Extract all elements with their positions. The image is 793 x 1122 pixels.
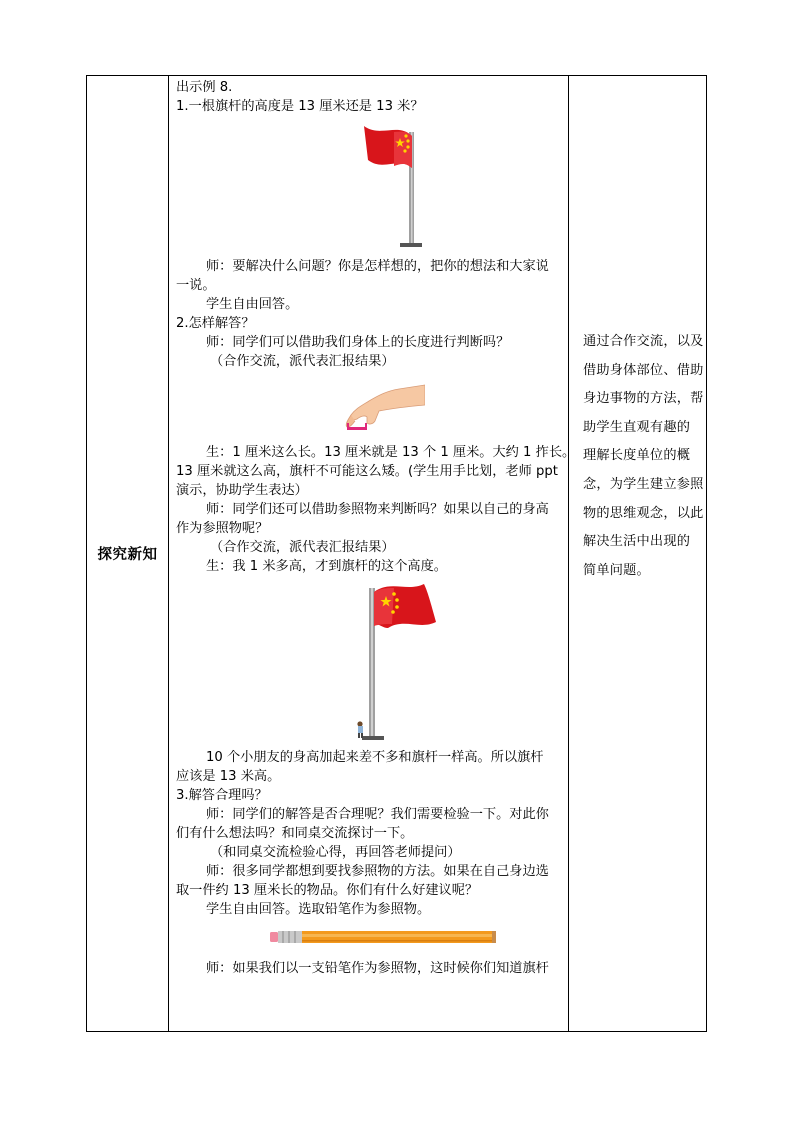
text-line: 学生自由回答。 bbox=[206, 297, 299, 312]
note-line: 助学生直观有趣的 bbox=[583, 419, 691, 435]
text-line: 演示，协助学生表达） bbox=[176, 483, 308, 498]
text-line: 取一件约 13 厘米长的物品。你们有什么好建议呢？ bbox=[176, 883, 479, 898]
flag-with-child-icon bbox=[346, 578, 456, 746]
text-line: 师：很多同学都想到要找参照物的方法。如果在自己身边选 bbox=[206, 864, 549, 879]
section-label: 探究新知 bbox=[97, 547, 158, 563]
flag-child-image bbox=[176, 576, 566, 748]
text-line: 一说。 bbox=[176, 278, 216, 293]
note-line: 借助身体部位、借助 bbox=[583, 362, 704, 378]
text-line: （合作交流，派代表汇报结果） bbox=[210, 540, 395, 555]
flag-icon bbox=[354, 116, 454, 257]
main-content bbox=[176, 78, 576, 978]
pencil-image bbox=[176, 919, 566, 959]
text-line: 应该是 13 米高。 bbox=[176, 769, 281, 784]
hand-image bbox=[176, 371, 566, 443]
text-line: 师：如果我们以一支铅笔作为参照物，这时候你们知道旗杆 bbox=[206, 961, 549, 976]
text-line: 学生自由回答。选取铅笔作为参照物。 bbox=[206, 902, 431, 917]
text-line: 作为参照物呢？ bbox=[176, 521, 269, 536]
lesson-table bbox=[86, 75, 707, 1032]
text-line: 师：同学们可以借助我们身体上的长度进行判断吗？ bbox=[206, 335, 510, 350]
text-line: 们有什么想法吗？和同桌交流探讨一下。 bbox=[176, 826, 414, 841]
text-line: 出示例 8. bbox=[176, 80, 233, 95]
text-line: 生：1 厘米这么长。13 厘米就是 13 个 1 厘米。大约 1 拃长。 bbox=[206, 445, 576, 460]
note-line: 简单问题。 bbox=[583, 562, 650, 578]
flag-image bbox=[176, 116, 566, 257]
text-line: 3.解答合理吗？ bbox=[176, 788, 268, 803]
text-line: 2.怎样解答？ bbox=[176, 316, 255, 331]
text-line: （合作交流，派代表汇报结果） bbox=[210, 354, 395, 369]
section-label-cell bbox=[87, 76, 168, 1031]
text-line: 13 厘米就这么高，旗杆不可能这么矮。(学生用手比划，老师 ppt bbox=[176, 464, 558, 479]
text-line: 师：同学们还可以借助参照物来判断吗？如果以自己的身高 bbox=[206, 502, 549, 517]
text-line: （和同桌交流检验心得，再回答老师提问） bbox=[210, 845, 461, 860]
column-divider-right bbox=[568, 76, 569, 1031]
text-line: 生：我 1 米多高，才到旗杆的这个高度。 bbox=[206, 559, 447, 574]
design-note bbox=[583, 328, 704, 585]
note-line: 解决生活中出现的 bbox=[583, 534, 691, 550]
note-line: 身边事物的方法，帮 bbox=[583, 391, 704, 407]
note-line: 念，为学生建立参照 bbox=[583, 476, 704, 492]
note-line: 理解长度单位的概 bbox=[583, 448, 691, 464]
text-line: 10 个小朋友的身高加起来差不多和旗杆一样高。所以旗杆 bbox=[206, 750, 544, 765]
note-line: 物的思维观念，以此 bbox=[583, 505, 704, 521]
note-line: 通过合作交流，以及 bbox=[583, 334, 704, 349]
pencil-icon bbox=[270, 927, 498, 947]
column-divider-left bbox=[168, 76, 169, 1031]
hand-icon bbox=[339, 379, 425, 439]
text-line: 师：要解决什么问题？你是怎样想的，把你的想法和大家说 bbox=[206, 259, 549, 274]
text-line: 1.一根旗杆的高度是 13 厘米还是 13 米？ bbox=[176, 99, 424, 114]
text-line: 师：同学们的解答是否合理呢？我们需要检验一下。对此你 bbox=[206, 807, 549, 822]
